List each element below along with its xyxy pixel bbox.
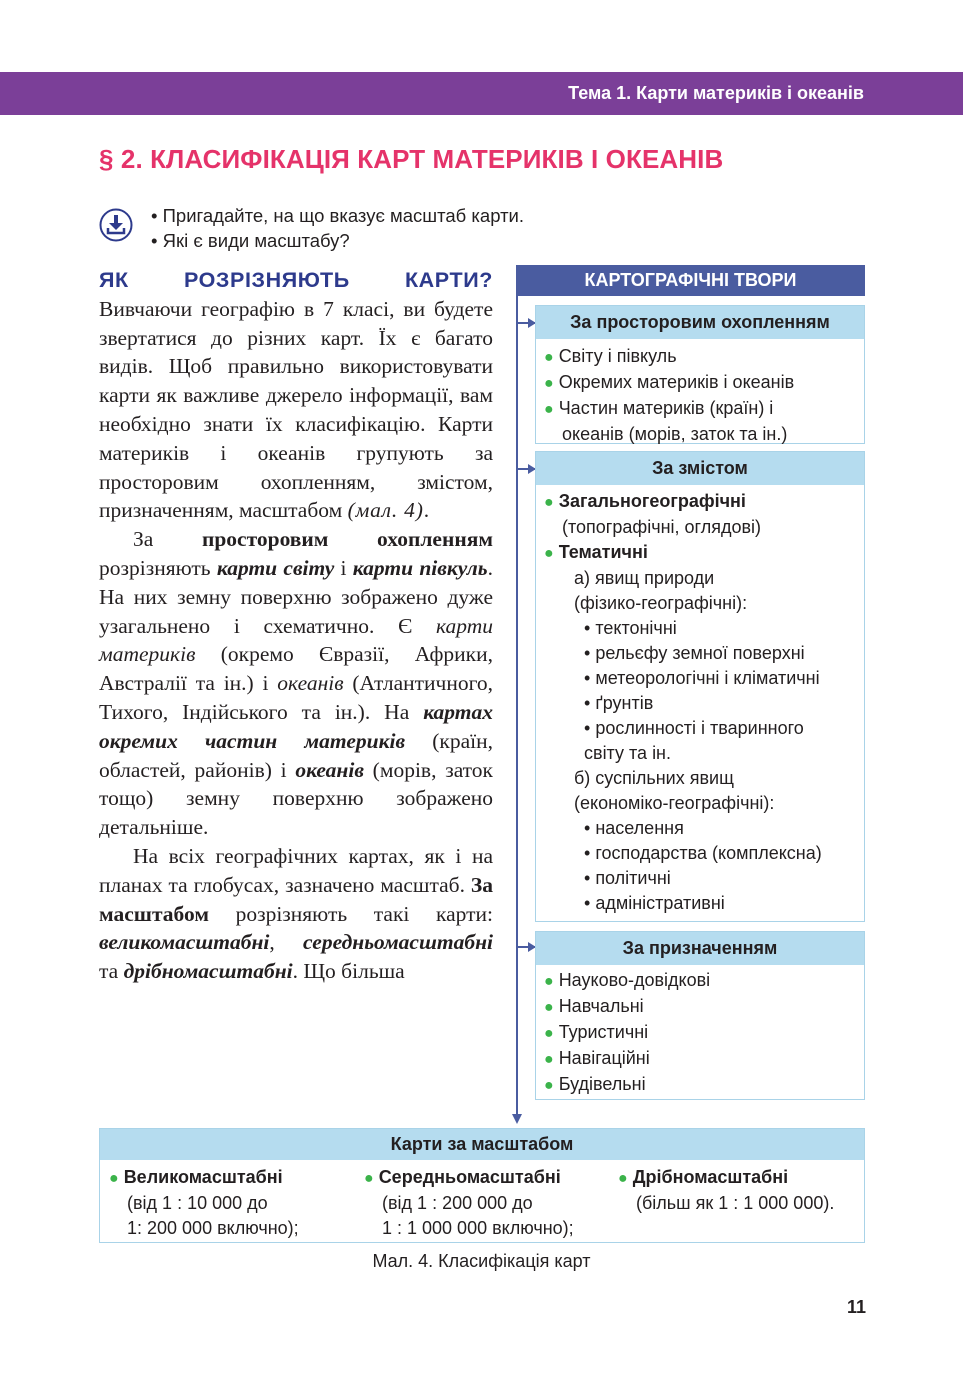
list-item-text: рельєфу земної поверхні [595,643,805,663]
figure-reference: (мал. 4) [347,498,424,523]
term-bold-italic: дрібномасштабні [123,959,293,984]
list-item-text: рослинності і тваринного [595,718,804,738]
text-run: розрізняють такі карти: [208,901,493,926]
list-item [544,370,864,396]
coverage-box-title: За просторовим охопленням [536,306,864,339]
list-item [544,994,864,1020]
list-item-text: адміністративні [595,893,725,913]
bullet-dot-icon: ● [544,999,554,1016]
list-item-sub: • ґрунтів [584,693,654,713]
recall-questions [151,203,524,253]
text-run: На всіх географічних картах, як і на планах та глобусах, зазначено масштаб. [99,843,493,897]
text-run: (країн, областей, районів) і [99,728,493,782]
scale-range: 1: 200 000 включно); [127,1218,299,1238]
recall-question: • Які є види масштабу? [151,228,524,253]
list-item [544,344,864,370]
list-item-text: Туристичні [558,1022,649,1042]
list-item-text: Навігаційні [558,1048,650,1068]
text-run: і [334,555,353,580]
paragraph-1 [99,266,493,525]
list-item-text: політичні [595,868,671,888]
list-item [544,1020,864,1046]
term-bold-italic: карти світу [216,555,335,580]
bullet-dot-icon: ● [544,1051,554,1068]
list-item-text: тектонічні [595,618,677,638]
list-item-text: господарства (комплексна) [595,843,822,863]
arrow-icon [518,946,535,948]
list-item [544,489,864,515]
bullet-dot-icon: ● [544,375,554,392]
list-item-sub: • метеорологічні і кліматичні [584,668,820,688]
text-run: . [423,498,430,523]
scale-range: 1 : 1 000 000 включно); [382,1218,574,1238]
term-italic: океанів [277,671,344,696]
bullet-dot-icon: ● [618,1170,628,1187]
term-bold-italic: океанів [295,757,364,782]
text-run: За [133,527,202,552]
purpose-box-title: За призначенням [536,932,864,965]
list-item-sub: • господарства (комплексна) [584,843,822,863]
list-item-text: Тематичні [558,542,648,562]
scale-range: (від 1 : 10 000 до [127,1193,268,1213]
purpose-box-list [536,965,864,1098]
list-item-text: Окремих материків і океанів [558,372,795,392]
bullet-dot-icon: ● [544,973,554,990]
bullet-dot-icon: ● [544,494,554,511]
text-run: Вивчаючи географію в 7 класі, ви будете звертатися до різних карт. Їх є багато видів. Щоб правильно використовувати карти як важливе джерело інформації, вам необхідно знати їх класифікацію. Карти материків і океанів групують за просторовим охопленням, змістом, призначенням, масштабом [99,296,493,523]
bullet-dot-icon: ● [544,401,554,418]
text-run: . На них земну поверхню зображено дуже узагальнено і схематично. Є [99,555,493,638]
topic-header-bar [0,72,963,115]
content-box [535,451,865,922]
bullet-dot-icon: ● [544,545,554,562]
page-number: 11 [846,1297,866,1317]
scale-name [364,1165,574,1191]
paragraph-3 [99,842,493,986]
paragraph-2 [99,525,493,842]
list-item [544,540,864,566]
list-item-sub: (економіко-географічні): [574,793,775,813]
list-item-text: Світу і півкуль [558,346,677,366]
topic-title: Тема 1. Карти материків і океанів [568,83,864,103]
list-item-text: ґрунтів [595,693,654,713]
scale-name-text: Дрібномасштабні [632,1167,789,1187]
scale-medium [364,1165,574,1241]
list-item [544,396,864,422]
text-run: , [269,930,304,955]
list-item-text: Науково-довідкові [558,970,711,990]
term-bold-italic: середньомасштабні [303,930,493,955]
text-run: та [99,959,124,984]
list-item [544,1046,864,1072]
term-bold-italic: картах окремих частин материків [99,699,493,753]
bullet-dot-icon: ● [544,1077,554,1094]
scale-box [99,1128,865,1243]
term-bold-italic: великомасштабні [99,930,270,955]
list-item-continuation: океанів (морів, заток та ін.) [562,424,788,444]
list-item-sub: а) явищ природи [574,568,715,588]
list-item-text: Будівельні [558,1074,646,1094]
text-run: (Атлантичного, Тихого, Індійського та ін.). На [99,671,493,724]
scale-name-text: Середньомасштабні [378,1167,561,1187]
recall-question: • Пригадайте, на що вказує масштаб карти. [151,203,524,228]
term-bold-italic: карти півкуль [352,555,488,580]
scale-range: (більш як 1 : 1 000 000). [636,1193,835,1213]
main-text [99,266,493,986]
list-item-text: населення [595,818,684,838]
text-run: розрізняють [99,555,217,580]
list-item-sub: (фізико-географічні): [574,593,748,613]
list-item-continuation: світу та ін. [584,743,672,763]
section-title: § 2. КЛАСИФІКАЦІЯ КАРТ МАТЕРИКІВ І ОКЕАНІВ [99,144,724,174]
list-item [544,1072,864,1098]
list-item-sub: • рельєфу земної поверхні [584,643,805,663]
lead-heading: ЯК РОЗРІЗНЯЮТЬ КАРТИ? [99,268,493,292]
term-italic: карти материків [99,613,493,667]
arrow-icon [518,468,535,470]
arrow-down-icon [512,1114,522,1124]
scale-name [618,1165,834,1191]
scale-large [109,1165,299,1241]
bullet-dot-icon: ● [109,1170,119,1187]
content-box-title: За змістом [536,452,864,485]
scale-name [109,1165,299,1191]
figure-caption: Мал. 4. Класифікація карт [372,1251,591,1271]
list-item-text: Навчальні [558,996,644,1016]
download-recall-icon [99,208,133,242]
purpose-box [535,931,865,1100]
diagram-title: КАРТОГРАФІЧНІ ТВОРИ [516,265,865,296]
scale-range: (від 1 : 200 000 до [382,1193,533,1213]
text-run: . Що більша [292,959,405,984]
scale-box-title: Карти за масштабом [100,1129,864,1160]
scale-small [618,1165,834,1216]
coverage-box-list [536,339,864,447]
list-item-text: метеорологічні і кліматичні [595,668,820,688]
content-box-list [536,485,864,916]
text-run: (морів, заток тощо) земну поверхню зображено детальніше. [99,757,493,840]
list-item-text: Загальногеографічні [558,491,746,511]
term-bold: За масштабом [99,872,493,926]
scale-name-text: Великомасштабні [123,1167,283,1187]
list-item [544,968,864,994]
text-run: (окремо Євразії, Африки, Австралії та ін.) і [99,642,493,696]
list-item-sub: • тектонічні [584,618,677,638]
diagram-connector-line [516,296,518,1116]
bullet-dot-icon: ● [544,1025,554,1042]
list-item-sub: • адміністративні [584,893,725,913]
list-item-sub: б) суспільних явищ [574,768,734,788]
list-item-sub: • рослинності і тваринного [584,718,804,738]
list-item-sub: • політичні [584,868,671,888]
bullet-dot-icon: ● [544,349,554,366]
coverage-box [535,305,865,444]
bullet-dot-icon: ● [364,1170,374,1187]
arrow-icon [518,322,535,324]
list-item-sub: (топографічні, оглядові) [562,517,762,537]
term-bold: просторовим охопленням [201,527,493,552]
list-item-text: Частин материків (країн) і [558,398,774,418]
list-item-sub: • населення [584,818,684,838]
